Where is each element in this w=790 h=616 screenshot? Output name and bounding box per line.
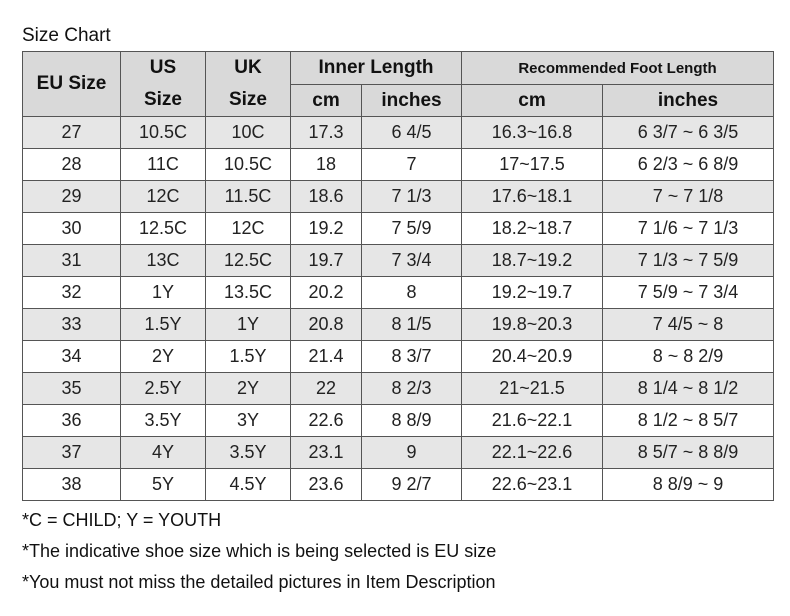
foot-inches-cell: 7 5/9 ~ 7 3/4 xyxy=(603,277,774,309)
foot-cm-cell: 20.4~20.9 xyxy=(462,341,603,373)
header-uk-line2: Size xyxy=(228,89,268,110)
us-size-cell: 10.5C xyxy=(121,117,206,149)
us-size-cell: 1.5Y xyxy=(121,309,206,341)
header-us-line1: US xyxy=(149,57,177,78)
inner-cm-cell: 18 xyxy=(291,149,362,181)
table-row xyxy=(23,117,774,149)
foot-inches-cell: 8 1/4 ~ 8 1/2 xyxy=(603,373,774,405)
us-size-cell: 12.5C xyxy=(121,213,206,245)
header-eu-size: EU Size xyxy=(23,52,121,117)
foot-cm-cell: 22.6~23.1 xyxy=(462,469,603,501)
inner-inches-cell: 8 1/5 xyxy=(362,309,462,341)
eu-size-cell: 34 xyxy=(23,341,121,373)
foot-inches-cell: 8 5/7 ~ 8 8/9 xyxy=(603,437,774,469)
table-body xyxy=(23,117,774,501)
uk-size-cell: 10C xyxy=(206,117,291,149)
us-size-cell: 11C xyxy=(121,149,206,181)
notes xyxy=(22,505,496,598)
uk-size-cell: 11.5C xyxy=(206,181,291,213)
header-inner-cm: cm xyxy=(291,85,362,117)
uk-size-cell: 12.5C xyxy=(206,245,291,277)
inner-cm-cell: 20.8 xyxy=(291,309,362,341)
inner-cm-cell: 23.6 xyxy=(291,469,362,501)
eu-size-cell: 36 xyxy=(23,405,121,437)
us-size-cell: 2.5Y xyxy=(121,373,206,405)
uk-size-cell: 4.5Y xyxy=(206,469,291,501)
us-size-cell: 13C xyxy=(121,245,206,277)
inner-cm-cell: 18.6 xyxy=(291,181,362,213)
note-item-description: *You must not miss the detailed pictures in Item Description xyxy=(22,572,496,592)
uk-size-cell: 1.5Y xyxy=(206,341,291,373)
note-eu-size: *The indicative shoe size which is being selected is EU size xyxy=(22,541,497,561)
inner-inches-cell: 9 xyxy=(362,437,462,469)
eu-size-cell: 27 xyxy=(23,117,121,149)
header-uk-line1: UK xyxy=(234,57,262,78)
us-size-cell: 4Y xyxy=(121,437,206,469)
eu-size-cell: 35 xyxy=(23,373,121,405)
foot-cm-cell: 19.2~19.7 xyxy=(462,277,603,309)
inner-inches-cell: 8 xyxy=(362,277,462,309)
foot-cm-cell: 22.1~22.6 xyxy=(462,437,603,469)
inner-inches-cell: 9 2/7 xyxy=(362,469,462,501)
table-row xyxy=(23,373,774,405)
uk-size-cell: 1Y xyxy=(206,309,291,341)
foot-inches-cell: 7 1/3 ~ 7 5/9 xyxy=(603,245,774,277)
table-row xyxy=(23,309,774,341)
page-title: Size Chart xyxy=(22,25,111,46)
foot-cm-cell: 21~21.5 xyxy=(462,373,603,405)
header-inner-inches: inches xyxy=(362,85,462,117)
table-row xyxy=(23,437,774,469)
inner-cm-cell: 19.7 xyxy=(291,245,362,277)
inner-inches-cell: 6 4/5 xyxy=(362,117,462,149)
inner-cm-cell: 22 xyxy=(291,373,362,405)
uk-size-cell: 12C xyxy=(206,213,291,245)
foot-inches-cell: 7 ~ 7 1/8 xyxy=(603,181,774,213)
inner-inches-cell: 7 1/3 xyxy=(362,181,462,213)
inner-inches-cell: 8 2/3 xyxy=(362,373,462,405)
eu-size-cell: 29 xyxy=(23,181,121,213)
eu-size-cell: 30 xyxy=(23,213,121,245)
eu-size-cell: 33 xyxy=(23,309,121,341)
header-foot-cm: cm xyxy=(462,85,603,117)
uk-size-cell: 13.5C xyxy=(206,277,291,309)
uk-size-cell: 10.5C xyxy=(206,149,291,181)
table-row xyxy=(23,341,774,373)
table-row xyxy=(23,277,774,309)
table-row xyxy=(23,245,774,277)
table-row xyxy=(23,405,774,437)
us-size-cell: 2Y xyxy=(121,341,206,373)
header-us-line2: Size xyxy=(143,89,183,110)
header-inner-length: Inner Length xyxy=(291,52,462,85)
inner-cm-cell: 20.2 xyxy=(291,277,362,309)
header-uk-size xyxy=(206,52,291,117)
inner-cm-cell: 21.4 xyxy=(291,341,362,373)
header-us-size xyxy=(121,52,206,117)
foot-cm-cell: 19.8~20.3 xyxy=(462,309,603,341)
us-size-cell: 1Y xyxy=(121,277,206,309)
foot-inches-cell: 6 2/3 ~ 6 8/9 xyxy=(603,149,774,181)
foot-cm-cell: 16.3~16.8 xyxy=(462,117,603,149)
eu-size-cell: 31 xyxy=(23,245,121,277)
table-row xyxy=(23,181,774,213)
inner-inches-cell: 7 xyxy=(362,149,462,181)
foot-inches-cell: 7 1/6 ~ 7 1/3 xyxy=(603,213,774,245)
inner-inches-cell: 7 5/9 xyxy=(362,213,462,245)
inner-cm-cell: 23.1 xyxy=(291,437,362,469)
header-recommended-foot-length: Recommended Foot Length xyxy=(462,52,774,85)
note-size-codes: *C = CHILD; Y = YOUTH xyxy=(22,510,222,530)
us-size-cell: 5Y xyxy=(121,469,206,501)
table-row xyxy=(23,469,774,501)
eu-size-cell: 28 xyxy=(23,149,121,181)
foot-cm-cell: 17~17.5 xyxy=(462,149,603,181)
header-foot-inches: inches xyxy=(603,85,774,117)
foot-inches-cell: 8 ~ 8 2/9 xyxy=(603,341,774,373)
eu-size-cell: 32 xyxy=(23,277,121,309)
inner-cm-cell: 22.6 xyxy=(291,405,362,437)
inner-cm-cell: 19.2 xyxy=(291,213,362,245)
eu-size-cell: 38 xyxy=(23,469,121,501)
table-row xyxy=(23,149,774,181)
foot-cm-cell: 18.7~19.2 xyxy=(462,245,603,277)
us-size-cell: 3.5Y xyxy=(121,405,206,437)
foot-cm-cell: 18.2~18.7 xyxy=(462,213,603,245)
us-size-cell: 12C xyxy=(121,181,206,213)
uk-size-cell: 3Y xyxy=(206,405,291,437)
inner-inches-cell: 8 8/9 xyxy=(362,405,462,437)
foot-inches-cell: 6 3/7 ~ 6 3/5 xyxy=(603,117,774,149)
foot-inches-cell: 7 4/5 ~ 8 xyxy=(603,309,774,341)
eu-size-cell: 37 xyxy=(23,437,121,469)
inner-inches-cell: 8 3/7 xyxy=(362,341,462,373)
foot-cm-cell: 21.6~22.1 xyxy=(462,405,603,437)
uk-size-cell: 2Y xyxy=(206,373,291,405)
inner-cm-cell: 17.3 xyxy=(291,117,362,149)
table-row xyxy=(23,213,774,245)
uk-size-cell: 3.5Y xyxy=(206,437,291,469)
foot-inches-cell: 8 1/2 ~ 8 5/7 xyxy=(603,405,774,437)
inner-inches-cell: 7 3/4 xyxy=(362,245,462,277)
size-chart-table xyxy=(22,51,774,501)
foot-cm-cell: 17.6~18.1 xyxy=(462,181,603,213)
foot-inches-cell: 8 8/9 ~ 9 xyxy=(603,469,774,501)
